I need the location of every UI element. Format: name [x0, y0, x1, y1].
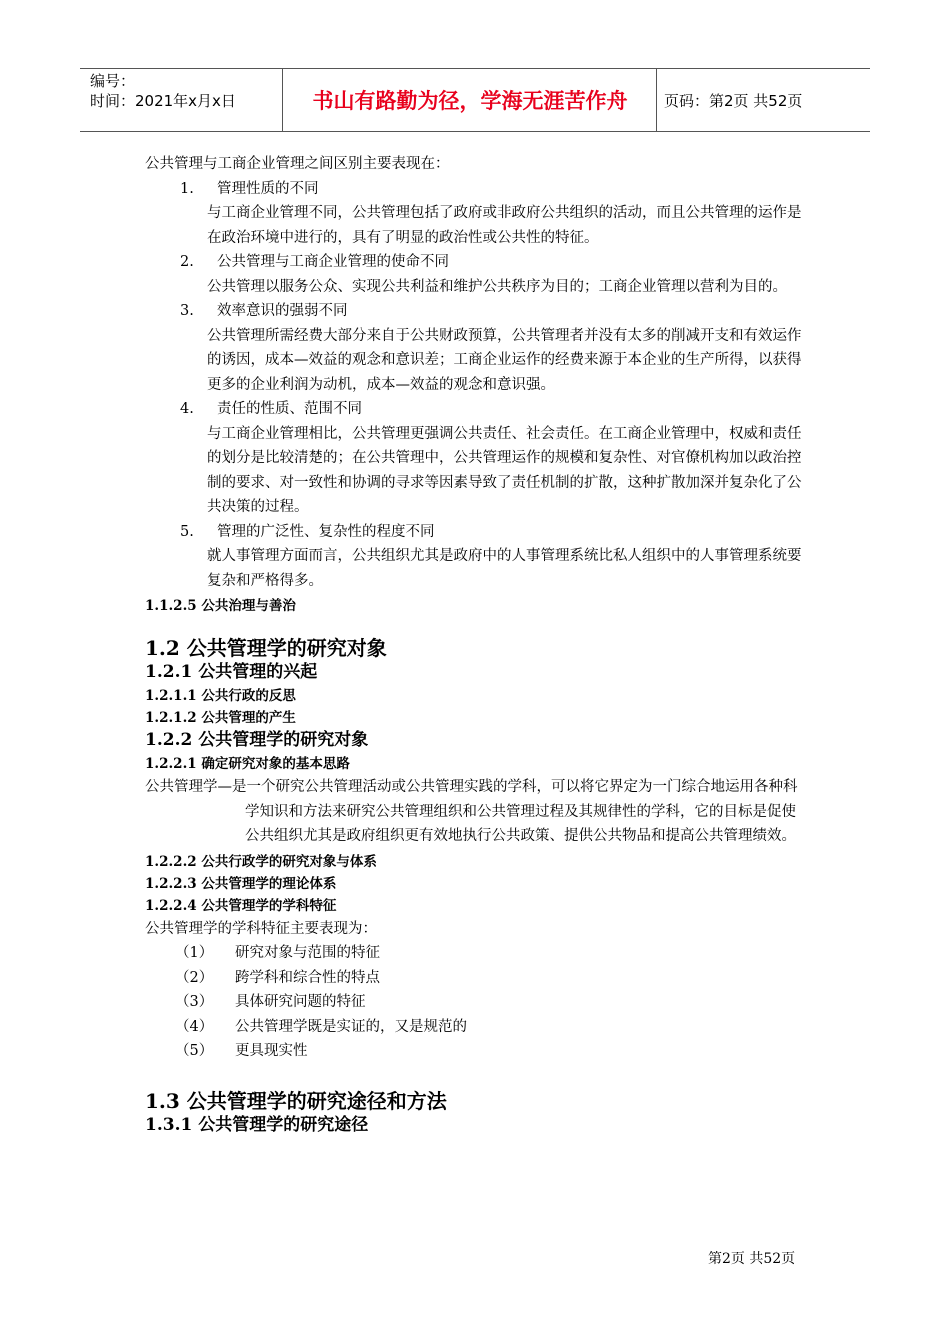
- item-title: 效率意识的强弱不同: [217, 303, 348, 319]
- item-number: 1.: [180, 180, 194, 197]
- feature-text: 具体研究问题的特征: [235, 994, 366, 1010]
- header-page-label: 页码：第2页 共52页: [664, 91, 803, 110]
- document-body: [145, 152, 810, 1136]
- page-header: [80, 68, 870, 132]
- difference-item: [145, 250, 810, 299]
- header-motto: 书山有路勤为径，学海无涯苦作舟: [312, 89, 628, 113]
- difference-item: [145, 520, 810, 594]
- item-body: 就人事管理方面而言，公共组织尤其是政府中的人事管理系统比私人组织中的人事管理系统要复杂和严格得多。: [207, 548, 802, 589]
- feature-text: 研究对象与范围的特征: [235, 945, 380, 961]
- heading-1-1-2-5: 1.1.2.5 公共治理与善治: [145, 598, 296, 614]
- item-number: 4.: [180, 401, 194, 417]
- feature-number: （1）: [175, 945, 214, 961]
- heading-1-2-2-2: 1.2.2.2 公共行政学的研究对象与体系: [145, 853, 377, 870]
- item-number: 5.: [180, 523, 194, 540]
- heading-1-2: 1.2 公共管理学的研究对象: [145, 636, 387, 660]
- header-meta: [90, 71, 280, 111]
- item-number: 3.: [180, 303, 194, 319]
- heading-1-3-1: 1.3.1 公共管理学的研究途径: [145, 1114, 369, 1135]
- heading-1-2-2-4: 1.2.2.4 公共管理学的学科特征: [145, 897, 337, 914]
- feature-item: [145, 1039, 810, 1064]
- feature-item: [145, 966, 810, 991]
- feature-number: （2）: [175, 969, 214, 986]
- item-title: 管理的广泛性、复杂性的程度不同: [217, 523, 435, 540]
- time-label: 时间：2021年x月x日: [90, 92, 236, 110]
- difference-item: [145, 397, 810, 520]
- feature-item: [145, 990, 810, 1015]
- feature-number: （4）: [175, 1018, 214, 1035]
- feature-text: 公共管理学既是实证的，又是规范的: [235, 1018, 467, 1035]
- feature-item: [145, 941, 810, 966]
- feature-number: （3）: [175, 994, 214, 1010]
- feature-text: 跨学科和综合性的特点: [235, 969, 380, 986]
- difference-item: [145, 299, 810, 397]
- heading-1-2-1-2: 1.2.1.2 公共管理的产生: [145, 710, 296, 726]
- item-title: 公共管理与工商企业管理的使命不同: [217, 254, 449, 270]
- item-body: 与工商企业管理相比，公共管理更强调公共责任、社会责任。在工商企业管理中，权威和责任的划分是比较清楚的；在公共管理中，公共管理运作的规模和复杂性、对官僚机构加以政治控制的要求、对一致性和协调的寻求等因素导致了责任机制的扩散，这种扩散加深并复杂化了公共决策的过程。: [207, 425, 802, 515]
- heading-1-2-2-3: 1.2.2.3 公共管理学的理论体系: [145, 875, 337, 892]
- intro-text: 公共管理与工商企业管理之间区别主要表现在：: [145, 156, 450, 172]
- features-intro: 公共管理学的学科特征主要表现为：: [145, 920, 377, 937]
- divider: [656, 69, 657, 131]
- divider: [282, 69, 283, 131]
- item-body: 公共管理所需经费大部分来自于公共财政预算，公共管理者并没有太多的削减开支和有效运作的诱因，成本—效益的观念和意识差；工商企业运作的经费来源于本企业的生产所得，以获得更多的企业利润为动机，成本—效益的观念和意识强。: [207, 327, 802, 393]
- item-title: 管理性质的不同: [217, 180, 319, 197]
- item-body: 与工商企业管理不同，公共管理包括了政府或非政府公共组织的活动，而且公共管理的运作是在政治环境中进行的，具有了明显的政治性或公共性的特征。: [207, 205, 802, 246]
- difference-item: [145, 177, 810, 251]
- item-body: 公共管理以服务公众、实现公共利益和维护公共秩序为目的；工商企业管理以营利为目的。: [207, 278, 787, 295]
- feature-item: [145, 1015, 810, 1040]
- feature-text: 更具现实性: [235, 1043, 308, 1059]
- feature-number: （5）: [175, 1043, 214, 1059]
- heading-1-2-1: 1.2.1 公共管理的兴起: [145, 662, 318, 682]
- number-label: 编号：: [90, 72, 136, 90]
- heading-1-2-2-1: 1.2.2.1 确定研究对象的基本思路: [145, 756, 350, 772]
- item-title: 责任的性质、范围不同: [217, 401, 362, 417]
- page-footer: 第2页 共52页: [708, 1251, 796, 1267]
- heading-1-2-1-1: 1.2.1.1 公共行政的反思: [145, 688, 296, 704]
- heading-1-3: 1.3 公共管理学的研究途径和方法: [145, 1088, 447, 1113]
- definition-text: 公共管理学—是一个研究公共管理活动或公共管理实践的学科，可以将它界定为一门综合地运用各种科学知识和方法来研究公共管理组织和公共管理过程及其规律性的学科，它的目标是促使公共组织尤其是政府组织更有效地执行公共政策、提供公共物品和提高公共管理绩效。: [145, 779, 798, 844]
- heading-1-2-2: 1.2.2 公共管理学的研究对象: [145, 730, 369, 750]
- item-number: 2.: [180, 254, 194, 270]
